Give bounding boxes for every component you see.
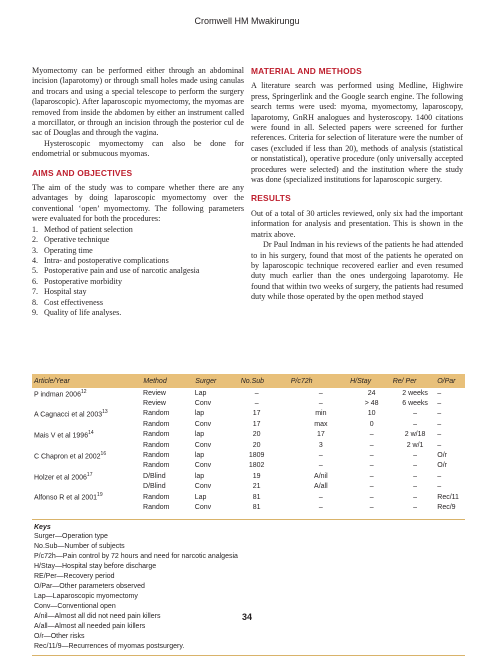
table-cell [437,431,465,438]
methods-heading: MATERIAL AND METHODS [251,66,362,76]
cell-text: – [437,431,442,439]
table-cell [393,400,437,407]
cell-text: Random [143,503,170,511]
cell-text: – [369,472,374,480]
table-row [32,492,465,502]
table-cell [240,421,291,428]
key-line: Rec/11/9—Recurrences of myomas postsurgery. [34,642,185,650]
cell-text: lap [194,410,205,418]
reference-superscript: 17 [86,471,93,478]
table-cell [143,431,195,438]
cell-text: 2 w/18 [404,431,426,439]
parameter-list-item [32,298,244,308]
table-cell [437,410,465,417]
cell-text: 20 [252,441,261,449]
table-cell [437,400,465,407]
table-cell [143,483,195,490]
table-cell [143,421,195,428]
list-number: 7. [32,287,39,297]
cell-text: 2 w/1 [406,441,424,449]
cell-text: – [413,493,418,501]
cell-text: Holzer et al 2006 [34,473,87,481]
table-row [32,419,465,429]
col-header-nosub: No.Sub [240,377,265,385]
reference-superscript: 14 [88,430,94,437]
table-cell [240,473,291,480]
cell-text: O/r [437,462,447,470]
cell-text: – [318,462,323,470]
list-text: Quality of life analyses. [44,307,122,317]
col-header-pc72h: P/c72h [290,377,313,385]
cell-text: – [369,431,374,439]
table-body [32,388,465,513]
cell-text: Lap [194,389,207,397]
cell-text: – [369,462,374,470]
parameter-list-item [32,246,244,256]
table-cell [350,410,393,417]
cell-text: Alfonso R et al 2001 [34,494,98,502]
cell-text: 2 weeks [402,389,428,397]
table-cell [240,483,291,490]
table-cell [32,430,143,439]
col-header-reper: Re/ Per [392,377,417,385]
cell-text: – [318,493,323,501]
cell-text: 20 [252,431,261,439]
table-keys [32,519,465,652]
cell-text: – [369,493,374,501]
reference-superscript: 19 [97,492,103,499]
aims-paragraph: The aim of the study was to compare whether there are any advantages by doing laparoscopic myomectomy over the conventional ‘open’ myomectomy. The following parameters were evaluated for both the procedures: [32,183,244,224]
table-row [32,440,465,450]
cell-text: – [318,503,323,511]
table-cell [240,504,291,511]
cell-text: min [315,410,327,418]
table-cell [350,483,393,490]
reference-superscript: 16 [100,450,107,457]
cell-text: A Cagnacci et al 2003 [34,411,103,419]
table-row [32,450,465,460]
table-row [32,388,465,398]
cell-text: Conv [194,441,212,449]
cell-text: Conv [194,420,212,428]
cell-text: A/all [314,483,328,491]
key-line: Lap—Laparoscopic myomectomy [34,592,138,600]
table-cell [437,421,465,428]
col-header-hstay: H/Stay [350,377,372,385]
table-cell [195,452,240,459]
reference-superscript: 12 [80,388,87,395]
key-line: A/nil—Almost all did not need pain killers [34,612,161,620]
parameter-list-item [32,235,244,245]
cell-text: 21 [252,483,261,491]
cell-text: P indman 2006 [34,390,81,398]
table-cell [291,504,350,511]
list-text: Postoperative pain and use of narcotic analgesia [44,266,200,276]
table-cell [350,431,393,438]
list-text: Postoperative morbidity [44,276,123,286]
cell-text: Random [143,410,170,418]
table-cell [350,494,393,501]
table-cell [143,452,195,459]
cell-text: Conv [194,400,212,408]
key-line: No.Sub—Number of subjects [34,542,125,550]
cell-text: 81 [252,503,261,511]
table-cell [195,494,240,501]
list-number: 5. [32,266,39,276]
table-cell [350,473,393,480]
parameter-list-item [32,287,244,297]
parameter-list-item [32,308,244,318]
cell-text: – [413,420,418,428]
table-cell [195,400,240,407]
cell-text: Random [143,420,170,428]
table-cell [143,473,195,480]
table-cell [350,400,393,407]
table-cell [350,390,393,397]
parameter-list [32,225,244,319]
table-cell [195,483,240,490]
cell-text: D/Blind [143,483,166,491]
cell-text: Random [143,441,170,449]
cell-text: Conv [194,483,212,491]
table-cell [291,494,350,501]
table-row [32,502,465,512]
running-header: Cromwell HM Mwakirungu [194,16,300,26]
cell-text: lap [194,431,205,439]
list-text: Hospital stay [44,287,87,297]
table-cell [143,390,195,397]
cell-text: A/nil [314,472,328,480]
table-cell [143,462,195,469]
cell-text: 17 [316,431,325,439]
list-text: Method of patient selection [44,224,133,234]
table-cell [291,462,350,469]
cell-text: C Chapron et al 2002 [34,453,101,461]
cell-text: D/Blind [143,472,166,480]
table-cell [240,400,291,407]
list-text: Intra- and postoperative complications [44,255,169,265]
cell-text: – [437,472,442,480]
table-row [32,471,465,481]
table-cell [437,483,465,490]
cell-text: 17 [252,410,261,418]
table-cell [437,452,465,459]
table-cell [393,442,437,449]
table-cell [195,504,240,511]
cell-text: lap [194,472,205,480]
parameter-list-item [32,266,244,276]
aims-heading: AIMS AND OBJECTIVES [32,167,133,178]
table-cell [291,483,350,490]
cell-text: – [369,483,374,491]
cell-text: Conv [194,503,212,511]
cell-text: – [318,400,323,408]
parameter-list-item [32,277,244,287]
list-number: 3. [32,245,39,255]
key-line: P/c72h—Pain control by 72 hours and need for narcotic analgesia [34,552,238,560]
list-number: 4. [32,255,39,265]
table-cell [32,409,143,418]
table-cell [291,421,350,428]
cell-text: 3 [318,441,323,449]
cell-text: – [413,410,418,418]
table-cell [195,390,240,397]
table-cell [195,421,240,428]
list-text: Cost effectiveness [44,297,103,307]
cell-text: Random [143,431,170,439]
list-number: 1. [32,224,39,234]
cell-text: – [369,441,374,449]
table-cell [240,442,291,449]
methods-paragraph: A literature search was performed using Medline, Highwire press, Springerlink and the Google search engine. The following search terms were used: myoma, myomectomy, laparoscopy, laparotomy, GnRH analogues and hysteroscopy. 1400 citations were found in all. Selected papers were screened for further references. Criteria for selection of literature were the number of cases (excluded if less than 20), methods of analysis (statistical or nonstatistical), operative procedure (only universally accepted procedures were selected) and the institution where the study was done (specialized institutions for laparoscopic surgery. [251,81,463,185]
table-row [32,461,465,471]
cell-text: 17 [252,420,261,428]
cell-text: – [413,462,418,470]
table-cell [240,410,291,417]
table-cell [393,410,437,417]
cell-text: Review [143,400,166,408]
table-cell [437,390,465,397]
cell-text: – [413,472,418,480]
table-cell [195,431,240,438]
table-cell [32,472,143,481]
cell-text: 10 [367,410,376,418]
table-cell [240,494,291,501]
cell-text: – [318,452,323,460]
table-cell [393,390,437,397]
table-row [32,430,465,440]
cell-text: – [437,441,442,449]
table-cell [32,451,143,460]
table-cell [393,504,437,511]
right-column [251,66,463,303]
cell-text: – [437,483,442,491]
cell-text: 19 [252,472,261,480]
list-number: 2. [32,235,39,245]
table-cell [291,431,350,438]
cell-text: Lap [194,493,207,501]
results-paragraph: Out of a total of 30 articles reviewed, only six had the important information for analysis and presentation. This is shown in the matrix above. [251,208,463,239]
cell-text: 24 [367,389,376,397]
table-cell [195,410,240,417]
cell-text: > 48 [364,400,379,408]
list-number: 8. [32,297,39,307]
table-cell [195,462,240,469]
col-header-surger: Surger [195,377,217,385]
table-cell [437,442,465,449]
indman-paragraph: Dr Paul Indman in his reviews of the patients he had attended to in his surgery, found that most of the patients he operated on by laparoscopic technique recovered earlier and even resumed duty much earlier than the ones undergoing laparotomy. He found that within two weeks of surgery, the patients had resumed duty while those operated by the open method stayed [251,240,463,302]
table-cell [195,442,240,449]
cell-text: – [369,503,374,511]
cell-text: O/r [437,452,447,460]
key-line: Surger—Operation type [34,532,108,540]
table-cell [350,462,393,469]
col-header-opar: O/Par [437,377,456,385]
table-cell [143,400,195,407]
table-cell [240,390,291,397]
left-column [32,66,244,318]
cell-text: Random [143,452,170,460]
col-header-article: Article/Year [34,377,70,385]
table-cell [437,473,465,480]
cell-text: 1802 [248,462,265,470]
table-cell [393,462,437,469]
table-row [32,482,465,492]
table-cell [350,452,393,459]
cell-text: – [437,420,442,428]
cell-text: 0 [369,420,374,428]
page-number: 34 [241,612,252,622]
table-cell [291,410,350,417]
cell-text: 6 weeks [402,400,428,408]
table-cell [291,452,350,459]
cell-text: – [318,389,323,397]
keys-title: Keys [34,523,51,531]
list-text: Operating time [44,245,93,255]
table-cell [393,421,437,428]
parameter-list-item [32,225,244,235]
cell-text: – [254,400,259,408]
table-cell [143,442,195,449]
cell-text: – [437,400,442,408]
table-cell [143,410,195,417]
key-line: Conv—Conventional open [34,602,116,610]
key-line: RE/Per—Recovery period [34,572,115,580]
cell-text: – [413,483,418,491]
cell-text: Conv [194,462,212,470]
list-text: Operative technique [44,235,110,245]
list-number: 6. [32,276,39,286]
cell-text: lap [194,452,205,460]
cell-text: – [437,389,442,397]
table-cell [437,494,465,501]
table-cell [350,504,393,511]
table-cell [291,390,350,397]
key-line: O/r—Other risks [34,632,85,640]
table-cell [393,483,437,490]
table-cell [240,431,291,438]
table-cell [291,473,350,480]
table-cell [350,442,393,449]
table-cell [437,462,465,469]
results-heading: RESULTS [251,193,291,204]
hysteroscopic-paragraph: Hysteroscopic myomectomy can also be done for endometrial or submucous myomas. [32,138,244,159]
cell-text: max [314,420,328,428]
cell-text: – [437,410,442,418]
table-cell [393,473,437,480]
table-cell [393,452,437,459]
table-cell [143,504,195,511]
keys-list [34,532,465,652]
cell-text: – [254,389,259,397]
table-cell [437,504,465,511]
table-cell [291,400,350,407]
table-cell [393,494,437,501]
parameter-list-item [32,256,244,266]
intro-paragraph: Myomectomy can be performed either through an abdominal incision (laparotomy) or through small holes made using canulas and trocars and using a special telescope to perform the surgery (laparoscopic). After laparoscopic myomectomy, the myomas are removed from inside the abdomen by either an instrument called a morcillator, or through an incision through the posterior cul de sac of Douglas and through the vagina. [32,66,244,138]
col-header-method: Method [143,377,167,385]
cell-text: – [413,452,418,460]
table-row [32,398,465,408]
cell-text: Random [143,462,170,470]
table-cell [291,442,350,449]
table-cell [32,389,143,398]
reference-superscript: 13 [102,409,108,416]
cell-text: 81 [252,493,261,501]
table-cell [143,494,195,501]
cell-text: Mais V et al 1996 [34,432,89,440]
table-cell [32,492,143,501]
table-cell [350,421,393,428]
table-cell [393,431,437,438]
table-cell [240,452,291,459]
key-line: O/Par—Other parameters observed [34,582,145,590]
table-cell [195,473,240,480]
cell-text: – [369,452,374,460]
cell-text: Rec/11 [437,493,459,501]
table-cell [240,462,291,469]
table-row [32,409,465,419]
cell-text: Random [143,493,170,501]
cell-text: – [413,503,418,511]
key-line: A/all—Almost all needed pain killers [34,622,146,630]
cell-text: 1809 [248,452,265,460]
cell-text: Review [143,389,166,397]
list-number: 9. [32,307,39,317]
cell-text: Rec/9 [437,503,456,511]
key-line: H/Stay—Hospital stay before discharge [34,562,157,570]
table-header-row [32,374,465,388]
